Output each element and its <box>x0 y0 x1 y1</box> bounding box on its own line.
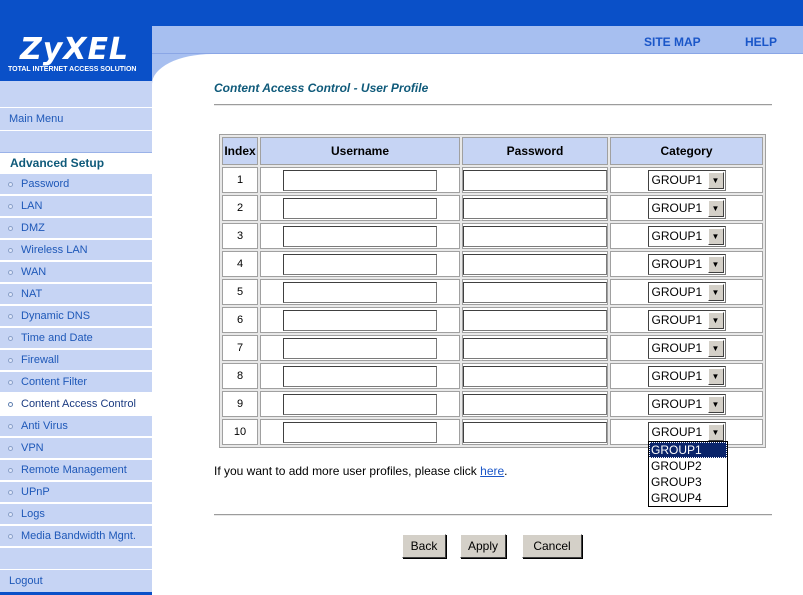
help-link[interactable]: HELP <box>745 35 778 49</box>
category-value: GROUP1 <box>651 369 703 383</box>
password-input[interactable] <box>463 198 607 219</box>
category-select[interactable] <box>648 282 726 303</box>
chevron-down-icon[interactable]: ▼ <box>708 312 724 329</box>
password-cell <box>462 251 608 277</box>
sidebar-item-label: Media Bandwidth Mgnt. <box>21 530 136 542</box>
category-value: GROUP1 <box>651 425 703 439</box>
category-cell <box>610 167 763 193</box>
radio-dot-icon <box>8 490 13 495</box>
category-cell <box>610 251 763 277</box>
password-cell <box>462 335 608 361</box>
username-cell <box>260 307 460 333</box>
sidebar-item-lan[interactable] <box>0 196 152 217</box>
sidebar-item-password[interactable] <box>0 174 152 195</box>
add-more-hint <box>214 464 508 478</box>
radio-dot-icon <box>8 424 13 429</box>
category-select[interactable] <box>648 198 726 219</box>
category-value: GROUP1 <box>651 341 703 355</box>
category-select[interactable] <box>648 226 726 247</box>
category-select[interactable] <box>648 170 726 191</box>
sidebar-item-label: UPnP <box>21 486 50 498</box>
header-curve <box>152 54 212 84</box>
sidebar-item-logs[interactable] <box>0 504 152 525</box>
row-index: 1 <box>222 167 258 193</box>
table-row <box>222 307 763 333</box>
radio-dot-icon <box>8 248 13 253</box>
category-cell <box>610 223 763 249</box>
radio-dot-icon <box>8 292 13 297</box>
category-cell <box>610 307 763 333</box>
sidebar-item-vpn[interactable] <box>0 438 152 459</box>
top-bar <box>0 0 803 26</box>
sidebar-item-label: Dynamic DNS <box>21 310 91 322</box>
table-row <box>222 167 763 193</box>
radio-dot-icon <box>8 204 13 209</box>
password-input[interactable] <box>463 366 607 387</box>
sidebar-item-label: Anti Virus <box>21 420 68 432</box>
column-header-category: Category <box>610 137 763 165</box>
radio-dot-icon <box>8 468 13 473</box>
category-value: GROUP1 <box>651 257 703 271</box>
divider <box>214 514 772 516</box>
username-cell <box>260 251 460 277</box>
username-input[interactable] <box>283 338 437 359</box>
radio-dot-icon <box>8 336 13 341</box>
password-input[interactable] <box>463 422 607 443</box>
sidebar-item-dmz[interactable] <box>0 218 152 239</box>
main-menu-link[interactable]: Main Menu <box>0 108 152 130</box>
chevron-down-icon[interactable]: ▼ <box>708 200 724 217</box>
username-cell <box>260 279 460 305</box>
category-select[interactable] <box>648 394 726 415</box>
username-input[interactable] <box>283 198 437 219</box>
username-input[interactable] <box>283 170 437 191</box>
password-cell <box>462 223 608 249</box>
category-select[interactable] <box>648 310 726 331</box>
sidebar-item-label: Remote Management <box>21 464 127 476</box>
category-select[interactable] <box>648 422 726 443</box>
radio-dot-icon <box>8 314 13 319</box>
password-input[interactable] <box>463 226 607 247</box>
sidebar-item-label: DMZ <box>21 222 45 234</box>
username-input[interactable] <box>283 254 437 275</box>
chevron-down-icon[interactable]: ▼ <box>708 424 724 441</box>
sidebar-item-upnp[interactable] <box>0 482 152 503</box>
sidebar-item-time-and-date[interactable] <box>0 328 152 349</box>
category-select[interactable] <box>648 254 726 275</box>
row-index: 6 <box>222 307 258 333</box>
sidebar-item-label: VPN <box>21 442 44 454</box>
row-index: 9 <box>222 391 258 417</box>
table-row <box>222 251 763 277</box>
category-dropdown-list[interactable] <box>648 441 728 507</box>
logout-link[interactable]: Logout <box>0 570 152 592</box>
sidebar-item-dynamic-dns[interactable] <box>0 306 152 327</box>
sidebar-item-remote-management[interactable] <box>0 460 152 481</box>
category-value: GROUP1 <box>651 313 703 327</box>
chevron-down-icon[interactable]: ▼ <box>708 396 724 413</box>
category-value: GROUP1 <box>651 397 703 411</box>
column-header-username: Username <box>260 137 460 165</box>
table-row <box>222 223 763 249</box>
sidebar-item-label: Time and Date <box>21 332 93 344</box>
header-band <box>152 26 803 54</box>
user-profile-table <box>219 134 766 448</box>
table-row <box>222 363 763 389</box>
logo-tagline: TOTAL INTERNET ACCESS SOLUTION <box>8 66 137 73</box>
username-input[interactable] <box>283 282 437 303</box>
cancel-button[interactable]: Cancel <box>522 534 582 558</box>
sidebar-item-label: WAN <box>21 266 47 278</box>
password-input[interactable] <box>463 170 607 191</box>
dropdown-option[interactable]: GROUP1 <box>649 442 727 458</box>
table-row <box>222 391 763 417</box>
password-input[interactable] <box>463 338 607 359</box>
password-input[interactable] <box>463 254 607 275</box>
radio-dot-icon <box>8 182 13 187</box>
row-index: 3 <box>222 223 258 249</box>
password-cell <box>462 167 608 193</box>
dropdown-option[interactable]: GROUP3 <box>651 475 702 489</box>
sidebar-item-label: NAT <box>21 288 43 300</box>
sidebar-item-label: Password <box>21 178 70 190</box>
page-title: Content Access Control - User Profile <box>214 81 429 95</box>
category-cell <box>610 335 763 361</box>
here-link[interactable]: here <box>480 464 505 478</box>
password-cell <box>462 391 608 417</box>
logo-wordmark: ZyXEL <box>20 32 130 67</box>
chevron-down-icon[interactable]: ▼ <box>708 340 724 357</box>
category-cell <box>610 279 763 305</box>
dropdown-option[interactable]: GROUP2 <box>651 459 702 473</box>
radio-dot-icon <box>8 402 13 407</box>
row-index: 4 <box>222 251 258 277</box>
sidebar-item-label: Wireless LAN <box>21 244 88 256</box>
category-value: GROUP1 <box>651 229 703 243</box>
category-select[interactable] <box>648 338 726 359</box>
table-row <box>222 335 763 361</box>
radio-dot-icon <box>8 446 13 451</box>
username-cell <box>260 195 460 221</box>
username-cell <box>260 223 460 249</box>
divider <box>214 104 772 106</box>
logo <box>0 26 152 81</box>
chevron-down-icon[interactable]: ▼ <box>708 256 724 273</box>
radio-dot-icon <box>8 226 13 231</box>
sidebar-item-label: Content Access Control <box>21 398 136 410</box>
chevron-down-icon[interactable]: ▼ <box>708 368 724 385</box>
username-input[interactable] <box>283 394 437 415</box>
category-value: GROUP1 <box>651 285 703 299</box>
username-cell <box>260 391 460 417</box>
row-index: 5 <box>222 279 258 305</box>
row-index: 10 <box>222 419 258 445</box>
password-cell <box>462 279 608 305</box>
sidebar-item-firewall[interactable] <box>0 350 152 371</box>
site-map-link[interactable]: SITE MAP <box>644 35 701 49</box>
username-cell <box>260 419 460 445</box>
radio-dot-icon <box>8 270 13 275</box>
chevron-down-icon[interactable]: ▼ <box>708 284 724 301</box>
username-cell <box>260 167 460 193</box>
category-cell <box>610 363 763 389</box>
add-more-text: If you want to add more user profiles, please click <box>214 464 481 478</box>
sidebar-item-anti-virus[interactable] <box>0 416 152 437</box>
chevron-down-icon[interactable]: ▼ <box>708 228 724 245</box>
category-cell <box>610 391 763 417</box>
radio-dot-icon <box>8 534 13 539</box>
category-select[interactable] <box>648 366 726 387</box>
password-cell <box>462 195 608 221</box>
dropdown-option[interactable]: GROUP4 <box>651 491 702 505</box>
radio-dot-icon <box>8 380 13 385</box>
radio-dot-icon <box>8 358 13 363</box>
sidebar-item-label: Content Filter <box>21 376 88 388</box>
table-row <box>222 195 763 221</box>
table-row <box>222 279 763 305</box>
sidebar-spacer <box>0 81 152 107</box>
sidebar-item-label: LAN <box>21 200 43 212</box>
username-input[interactable] <box>283 310 437 331</box>
advanced-setup-header: Advanced Setup <box>0 152 152 173</box>
username-input[interactable] <box>283 226 437 247</box>
radio-dot-icon <box>8 512 13 517</box>
row-index: 7 <box>222 335 258 361</box>
row-index: 8 <box>222 363 258 389</box>
username-input[interactable] <box>283 366 437 387</box>
add-more-suffix: . <box>504 464 508 478</box>
category-value: GROUP1 <box>651 173 703 187</box>
category-value: GROUP1 <box>651 201 703 215</box>
sidebar-item-label: Logs <box>21 508 45 520</box>
sidebar-item-content-access-control[interactable] <box>0 394 152 415</box>
sidebar-item-content-filter[interactable] <box>0 372 152 393</box>
password-cell <box>462 419 608 445</box>
row-index: 2 <box>222 195 258 221</box>
username-cell <box>260 335 460 361</box>
password-cell <box>462 307 608 333</box>
username-input[interactable] <box>283 422 437 443</box>
sidebar-spacer <box>0 548 152 569</box>
category-cell <box>610 195 763 221</box>
password-cell <box>462 363 608 389</box>
sidebar-item-label: Firewall <box>21 354 59 366</box>
password-input[interactable] <box>463 310 607 331</box>
sidebar-item-wan[interactable] <box>0 262 152 283</box>
chevron-down-icon[interactable]: ▼ <box>708 172 724 189</box>
column-header-password: Password <box>462 137 608 165</box>
password-input[interactable] <box>463 394 607 415</box>
apply-button[interactable]: Apply <box>460 534 506 558</box>
password-input[interactable] <box>463 282 607 303</box>
sidebar-item-media-bandwidth-mgnt[interactable] <box>0 526 152 547</box>
username-cell <box>260 363 460 389</box>
column-header-index: Index <box>222 137 258 165</box>
sidebar-item-nat[interactable] <box>0 284 152 305</box>
back-button[interactable]: Back <box>402 534 446 558</box>
sidebar-spacer <box>0 131 152 152</box>
sidebar-item-wireless-lan[interactable] <box>0 240 152 261</box>
